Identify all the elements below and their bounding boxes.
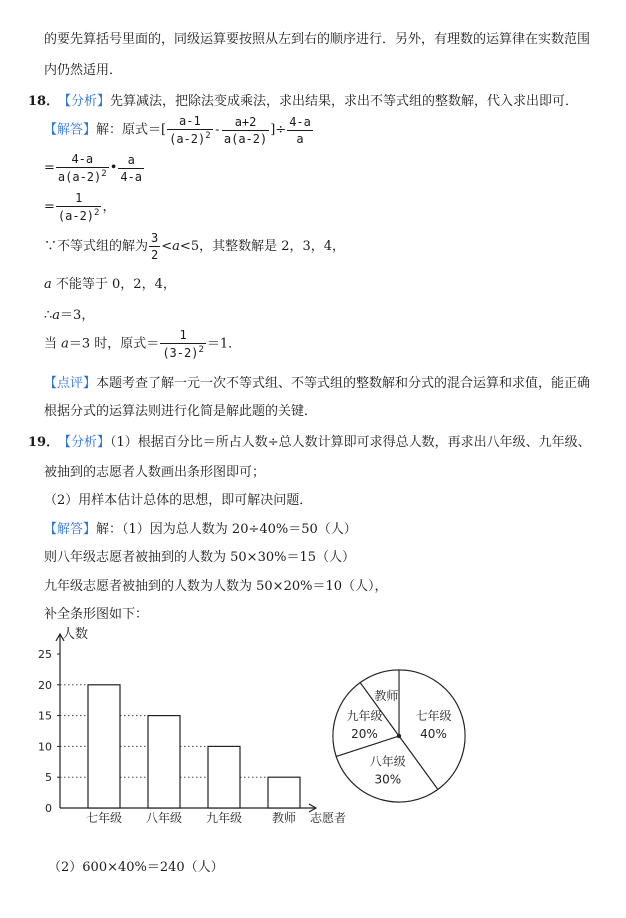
q18-fraction-5: $\frac{a}{4-a}$: [120, 152, 143, 184]
intro-line-2: 内仍然适用．: [44, 63, 123, 78]
q18-analysis: [58, 95, 578, 108]
q18-answer-tag: 【解答】: [44, 122, 97, 138]
x-tick-label: 教师: [271, 811, 297, 825]
q19-answer-tag: 【解答】: [44, 522, 97, 537]
q19-analysis-line-3: （2）用样本估计总体的思想，即可解决问题．: [44, 493, 313, 508]
y-tick-label: 20: [38, 678, 52, 692]
y-tick-label: 0: [45, 802, 52, 815]
y-tick-label: 5: [45, 771, 52, 785]
bar-九年级: [208, 746, 240, 808]
y-tick-label: 10: [38, 740, 52, 754]
q18-fraction-2: $\frac{a+2}{a(a-2)}$: [223, 114, 268, 146]
q18-fraction-8: $\frac{1}{(3-2)^2}$: [162, 328, 204, 360]
pie-slice-percent: 30%: [374, 772, 402, 787]
q18-answer-line-3: = $\frac{1}{(a-2)^2}$ ，: [44, 191, 116, 223]
pie-slice-label: 教师: [374, 689, 399, 704]
q18-minus: -: [213, 122, 221, 137]
q18-answer-line-2: = $\frac{4-a}{a(a-2)^2}$ • $\frac{a}{4-a}$: [44, 152, 143, 184]
q18-analysis-tag: 【分析】: [58, 94, 111, 109]
q19-answer-line-2: 则八年级志愿者被抽到的人数为 50×30%＝15（人）: [44, 550, 356, 565]
pie-chart: [326, 648, 472, 820]
pie-slice-percent: 40%: [420, 726, 447, 741]
bar-八年级: [148, 716, 180, 808]
intro-line-1: 的要先算括号里面的，同级运算要按照从左到右的顺序进行．另外，有理数的运算律在实数范围: [44, 32, 591, 47]
q18-answer-line-1: [44, 115, 314, 145]
q19-analysis-tag: 【分析】: [58, 435, 111, 450]
bar-chart-bars: [88, 685, 300, 808]
q19-answer-line-3: 九年级志愿者被抽到的人数为人数为 50×20%＝10（人），: [44, 579, 388, 594]
q18-comment-tag: 【点评】: [44, 376, 97, 391]
bar-七年级: [88, 685, 120, 808]
q18-fraction-1: $\frac{a-1}{(a-2)^2}$: [169, 114, 211, 146]
x-tick-label: 八年级: [145, 811, 183, 825]
q18-expr-open: 解：原式＝[: [96, 122, 167, 138]
q19-analysis-line-2: 被抽到的志愿者人数画出条形图即可；: [44, 465, 266, 480]
q19-answer-line-4: 补全条形图如下：: [44, 607, 149, 622]
q18-inequality-line: ∵不等式组的解为 $\frac{3}{2}$ <a<5，其整数解是 2，3，4，: [44, 231, 346, 262]
bar-教师: [268, 777, 300, 808]
q19-part2-answer: （2）600×40%＝240（人）: [48, 860, 224, 875]
y-axis-title: 人数: [62, 627, 89, 642]
q18-fraction-3: $\frac{4-a}{a}$: [289, 114, 311, 146]
q18-substitute-line: 当 a＝3 时，原式＝ $\frac{1}{(3-2)^2}$ ＝1．: [44, 328, 242, 360]
q18-analysis-text: 先算减法，把除法变成乘法，求出结果，求出不等式组的整数解，代入求出即可．: [110, 94, 579, 109]
bar-chart: [30, 622, 360, 834]
y-tick-label: 15: [38, 709, 52, 723]
pie-slice-label: 七年级: [415, 708, 452, 723]
q18-fraction-7: $\frac{3}{2}$: [151, 231, 159, 262]
q18-number: 18．: [28, 94, 60, 109]
q18-therefore-line: ∴a＝3，: [44, 308, 95, 323]
q18-fraction-6: $\frac{1}{(a-2)^2}$: [57, 191, 100, 223]
x-tick-label: 九年级: [205, 811, 243, 825]
pie-slice-label: 九年级: [346, 708, 383, 723]
pie-center-dot: [397, 734, 401, 738]
q18-condition-line: a 不能等于 0，2，4，: [44, 277, 176, 292]
pie-slice-percent: 20%: [351, 726, 378, 741]
q19-number: 19．: [28, 435, 60, 450]
q18-comment-line-1: 【点评】本题考查了解一元一次不等式组、不等式组的整数解和分式的混合运算和求值，能正确: [44, 376, 591, 391]
q18-comment-line-2: 根据分式的运算法则进行化简是解此题的关键．: [44, 404, 318, 419]
y-tick-label: 25: [38, 648, 52, 661]
x-tick-label: 七年级: [85, 811, 123, 825]
q18-fraction-4: $\frac{4-a}{a(a-2)^2}$: [57, 152, 107, 184]
q19-analysis-line-1: 【分析】（1）根据百分比＝所占人数÷总人数计算即可求得总人数，再求出八年级、九年级、: [58, 435, 591, 450]
q18-divide: ]÷: [270, 122, 287, 138]
q19-answer-line-1: 【解答】解：（1）因为总人数为 20÷40%＝50（人）: [44, 522, 357, 537]
x-axis-title: 志愿者: [310, 811, 347, 825]
pie-slice-label: 八年级: [369, 754, 406, 769]
